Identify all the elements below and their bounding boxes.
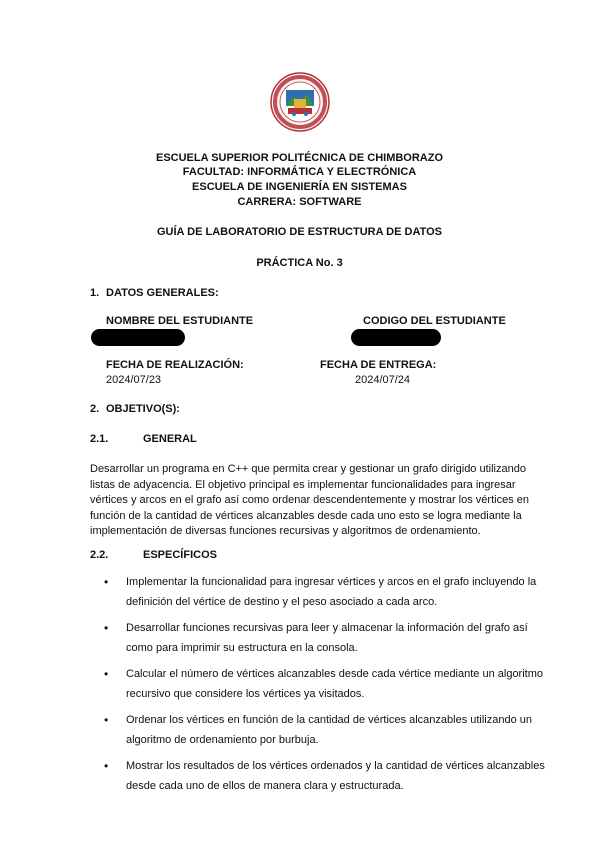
date-due-value: 2024/07/24 — [355, 374, 411, 386]
redacted-student-code — [351, 329, 441, 346]
list-item — [90, 572, 548, 612]
general-number: 2.1. — [90, 433, 109, 445]
specific-objective-text: Mostrar los resultados de los vértices ordenados y la cantidad de vértices alcanzables desde cada uno de ellos de manera clara y estructurada. — [126, 760, 545, 792]
specific-number: 2.2. — [90, 549, 109, 561]
specific-objective-text: Desarrollar funciones recursivas para leer y almacenar la información del grafo así como para imprimir su estructura en la consola. — [126, 622, 528, 654]
faculty-name: FACULTAD: INFORMÁTICA Y ELECTRÓNICA — [182, 166, 417, 178]
institution-name: ESCUELA SUPERIOR POLITÉCNICA DE CHIMBORAZO — [155, 152, 444, 164]
date-done-label: FECHA DE REALIZACIÓN: — [106, 359, 244, 371]
student-code-label: CODIGO DEL ESTUDIANTE — [363, 315, 506, 327]
specific-objective-text: Implementar la funcionalidad para ingresar vértices y arcos en el grafo incluyendo la definición del vértice de destino y el peso asociado a cada arco. — [126, 576, 537, 608]
student-name-label: NOMBRE DEL ESTUDIANTE — [106, 315, 254, 327]
bullet-icon: • — [104, 667, 109, 681]
list-item — [90, 618, 548, 658]
general-title: GENERAL — [143, 433, 197, 445]
specific-objective-text: Calcular el número de vértices alcanzables desde cada vértice mediante un algoritmo recursivo que considere los vértices ya visitados. — [126, 668, 544, 700]
specific-objective-text: Ordenar los vértices en función de la cantidad de vértices alcanzables utilizando un algoritmo de ordenamiento por burbuja. — [126, 714, 533, 746]
career-name: CARRERA: SOFTWARE — [237, 196, 362, 208]
bullet-icon: • — [104, 759, 109, 773]
date-done-value: 2024/07/23 — [106, 374, 162, 386]
list-item — [90, 664, 548, 704]
practice-number: PRÁCTICA No. 3 — [256, 257, 343, 269]
bullet-icon: • — [104, 713, 109, 727]
list-item — [90, 710, 548, 750]
date-due-label: FECHA DE ENTREGA: — [320, 359, 437, 371]
specific-title: ESPECÍFICOS — [143, 549, 217, 561]
general-objective-text: Desarrollar un programa en C++ que permita crear y gestionar un grafo dirigido utilizando listas de adyacencia. El objetivo principal es implementar funcionalidades para ingresar vértices y arcos en el grafo así como ordenar descendentemente y mostrar los vértices en función de la cantidad de vértices alcanzables desde cada uno esto se logra mediante la implementación de diversas funciones recursivas y algoritmos de ordenamiento. — [90, 463, 529, 537]
bullet-icon: • — [104, 621, 109, 635]
list-item — [90, 756, 548, 796]
section-1-title: DATOS GENERALES: — [106, 287, 219, 299]
school-name: ESCUELA DE INGENIERÍA EN SISTEMAS — [192, 181, 407, 193]
bullet-icon: • — [104, 575, 109, 589]
section-2-number: 2. — [90, 403, 100, 415]
institution-seal-logo — [270, 72, 330, 132]
guide-title: GUÍA DE LABORATORIO DE ESTRUCTURA DE DATOS — [157, 226, 442, 238]
specific-objectives-list — [90, 572, 548, 802]
section-2-title: OBJETIVO(S): — [106, 403, 180, 415]
section-1-number: 1. — [90, 287, 100, 299]
redacted-student-name — [91, 329, 185, 346]
